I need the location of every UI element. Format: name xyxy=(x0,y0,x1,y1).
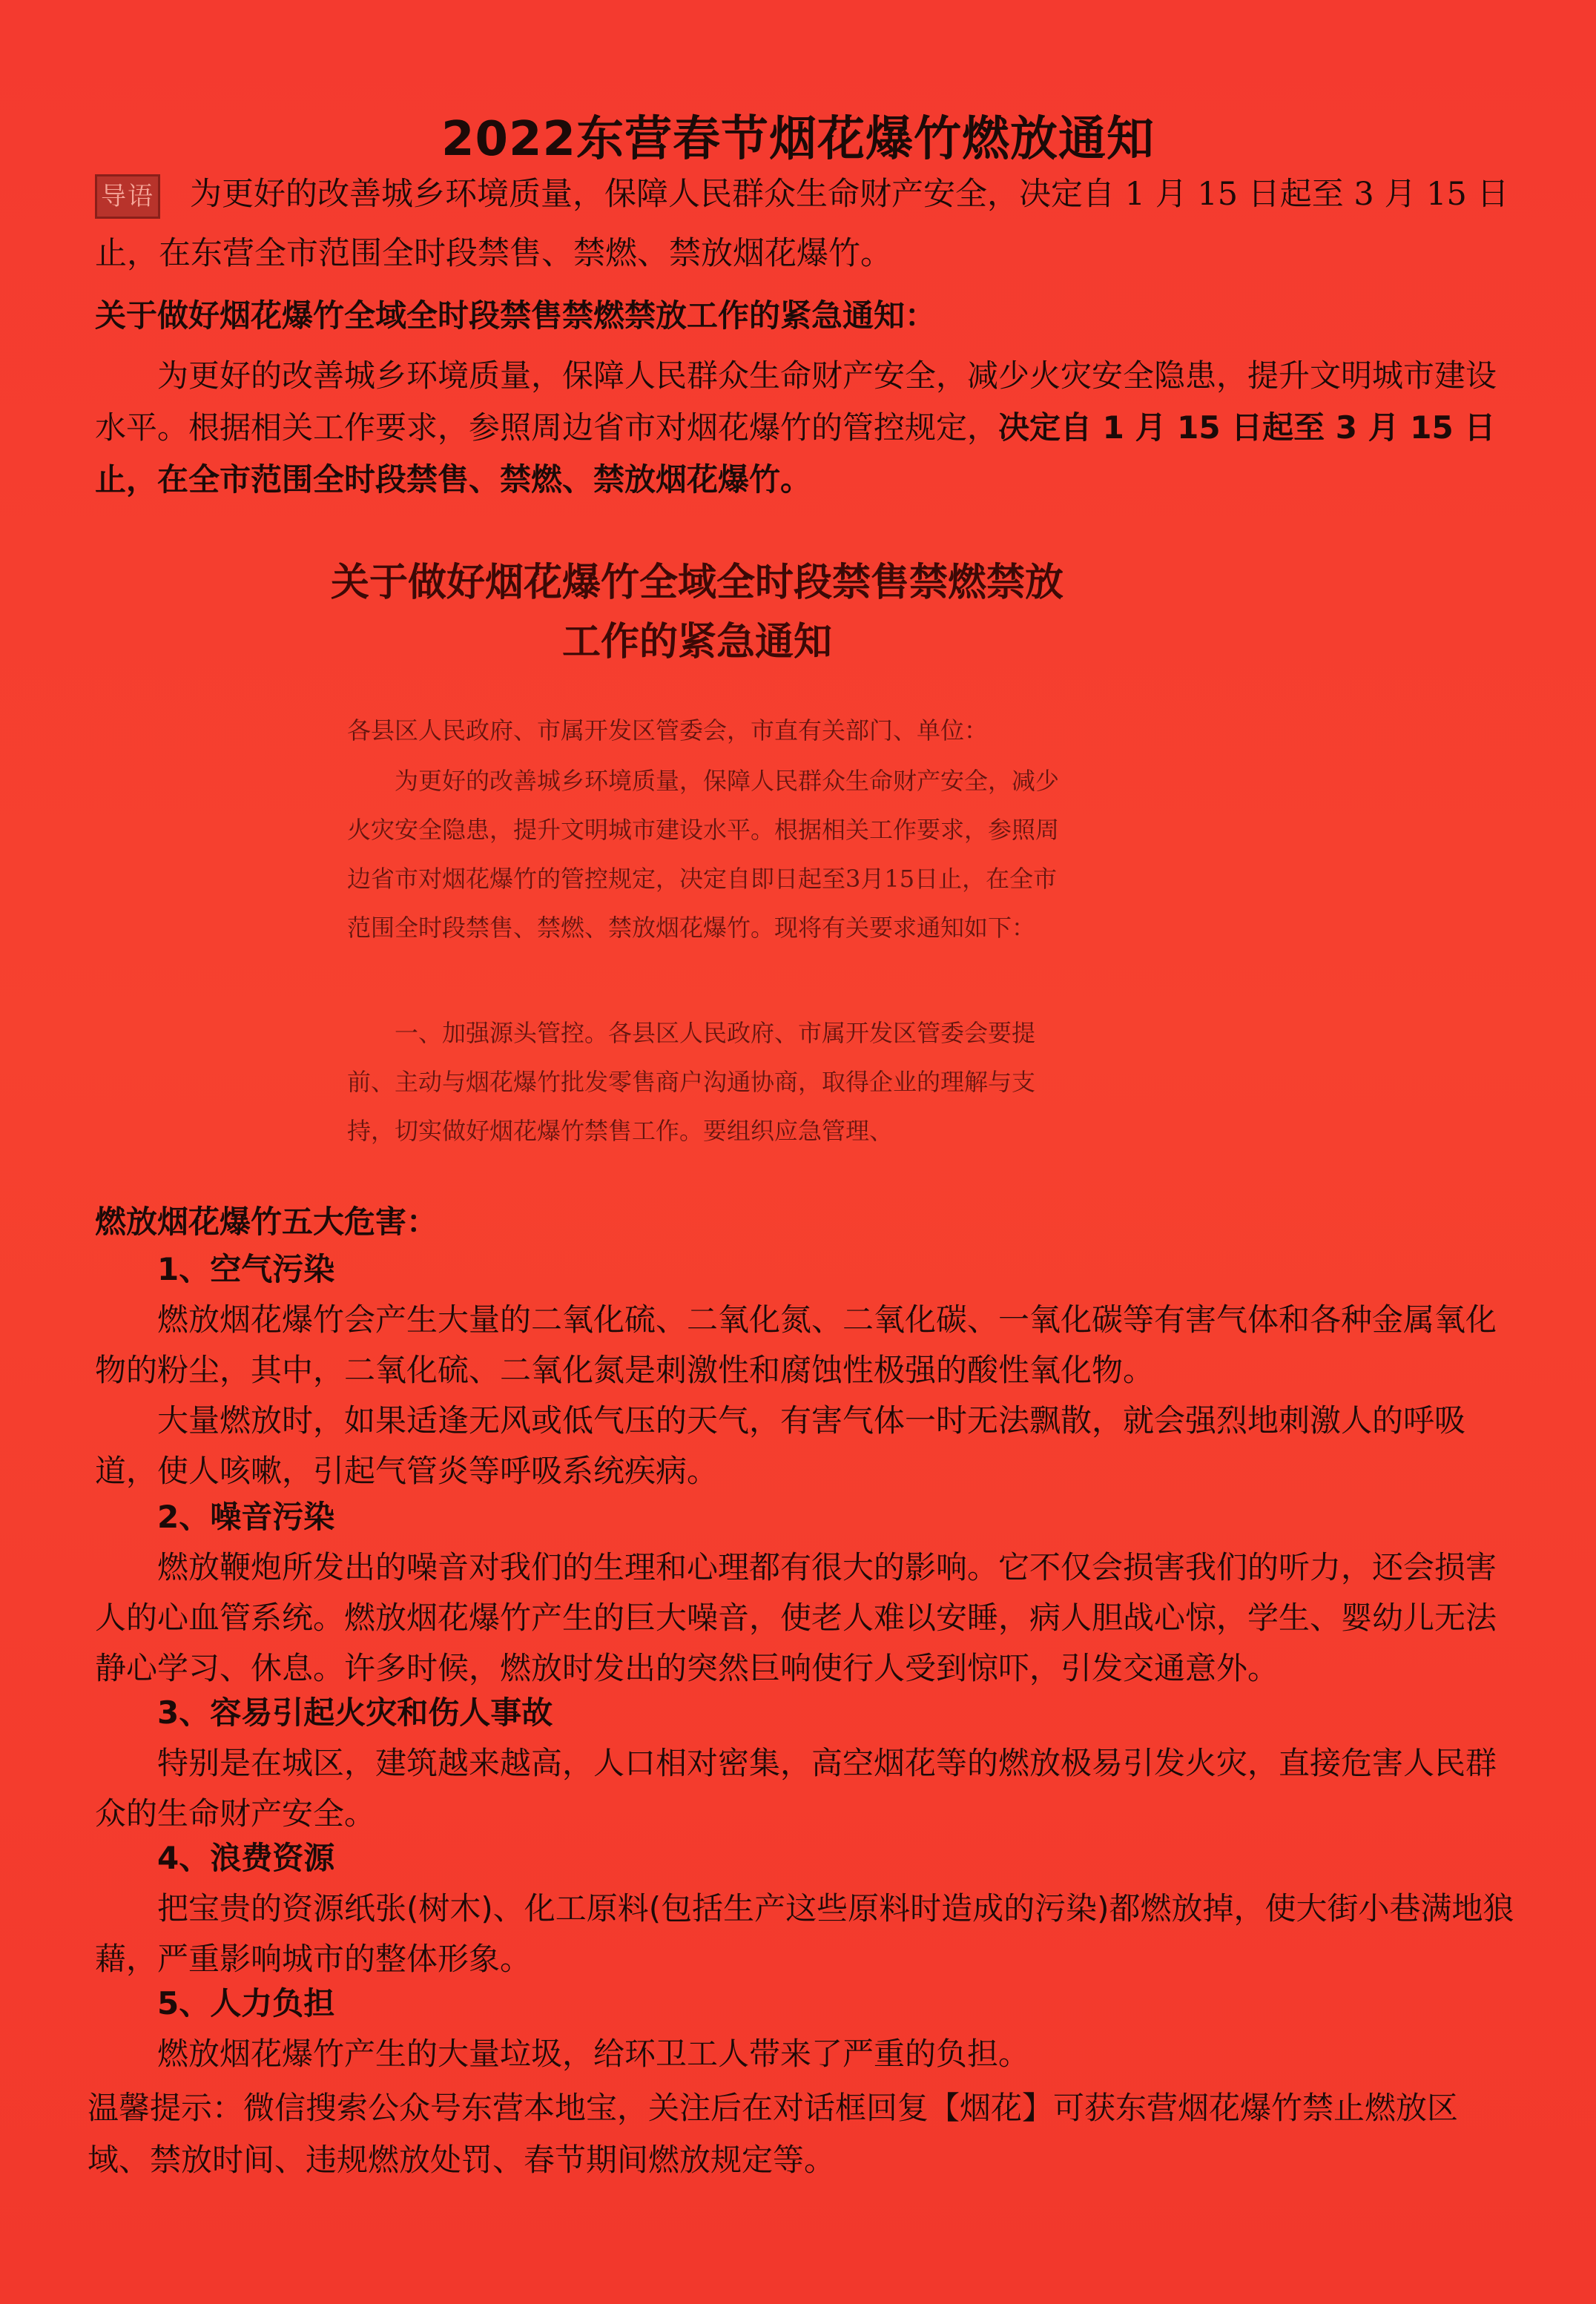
intro-text: 为更好的改善城乡环境质量，保障人民群众生命财产安全，决定自 1 月 15 日起至 3 月 15 日止，在东营全市范围全时段禁售、禁燃、禁放烟花爆竹。 xyxy=(95,176,1509,272)
scan-addressee: 各县区人民政府、市属开发区管委会，市直有关部门、单位： xyxy=(347,716,989,745)
hazard-1-paragraph-2: 大量燃放时，如果适逢无风或低气压的天气，有害气体一时无法飘散，就会强烈地刺激人的呼吸道，使人咳嗽，引起气管炎等呼吸系统疾病。 xyxy=(95,1402,1466,1489)
intro-badge: 导语 xyxy=(95,174,160,219)
intro-paragraph xyxy=(95,165,1519,283)
page-title: 2022东营春节烟花爆竹燃放通知 xyxy=(441,112,1155,167)
hazard-1-paragraph-1: 燃放烟花爆竹会产生大量的二氧化硫、二氧化氮、二氧化碳、一氧化碳等有害气体和各种金属氧化物的粉尘，其中，二氧化硫、二氧化氮是刺激性和腐蚀性极强的酸性氧化物。 xyxy=(95,1301,1497,1388)
hazard-4-paragraph: 把宝贵的资源纸张(树木)、化工原料(包括生产这些原料时造成的污染)都燃放掉，使大街小巷满地狼藉，严重影响城市的整体形象。 xyxy=(95,1890,1514,1977)
hazards-title: 燃放烟花爆竹五大危害： xyxy=(95,1204,438,1240)
notice-paragraph xyxy=(95,350,1519,506)
hazard-3-paragraph: 特别是在城区，建筑越来越高，人口相对密集，高空烟花等的燃放极易引发火灾，直接危害人民群众的生命财产安全。 xyxy=(95,1745,1497,1832)
hazard-3-heading: 3、容易引起火灾和伤人事故 xyxy=(157,1694,553,1731)
hazard-2-heading: 2、噪音污染 xyxy=(157,1499,335,1535)
scanned-notice-image xyxy=(311,534,1083,1172)
hazard-5-heading: 5、人力负担 xyxy=(157,1985,335,2021)
scan-paragraph-2: 一、加强源头管控。各县区人民政府、市属开发区管委会要提前、主动与烟花爆竹批发零售商户沟通协商，取得企业的理解与支持，切实做好烟花爆竹禁售工作。要组织应急管理、 xyxy=(347,1019,1036,1145)
scan-title-line2: 工作的紧急通知 xyxy=(561,619,832,664)
notice-text: 为更好的改善城乡环境质量，保障人民群众生命财产安全，减少火灾安全隐患，提升文明城市建设水平。根据相关工作要求，参照周边省市对烟花爆竹的管控规定， xyxy=(95,357,1497,446)
scan-paragraph-1: 为更好的改善城乡环境质量，保障人民群众生命财产安全，减少火灾安全隐患，提升文明城市建设水平。根据相关工作要求，参照周边省市对烟花爆竹的管控规定，决定自即日起至3月15日止，在全市范围全时段禁售、禁燃、禁放烟花爆竹。现将有关要求通知如下： xyxy=(347,767,1060,942)
hazard-4-heading: 4、浪费资源 xyxy=(157,1840,335,1876)
hazard-1-heading: 1、空气污染 xyxy=(157,1251,335,1287)
scan-title-line1: 关于做好烟花爆竹全域全时段禁售禁燃禁放 xyxy=(330,560,1064,605)
warm-tip: 温馨提示：微信搜索公众号东营本地宝，关注后在对话框回复【烟花】可获东营烟花爆竹禁止燃放区域、禁放时间、违规燃放处罚、春节期间燃放规定等。 xyxy=(88,2090,1459,2178)
notice-bold-text: 决定自 1 月 15 日起至 3 月 15 日止，在全市范围全时段禁售、禁燃、禁放烟花爆竹。 xyxy=(95,409,1496,498)
hazard-2-paragraph: 燃放鞭炮所发出的噪音对我们的生理和心理都有很大的影响。它不仅会损害我们的听力，还会损害人的心血管系统。燃放烟花爆竹产生的巨大噪音，使老人难以安睡，病人胆战心惊，学生、婴幼儿无法静心学习、休息。许多时候，燃放时发出的突然巨响使行人受到惊吓，引发交通意外。 xyxy=(95,1549,1497,1686)
hazard-5-paragraph: 燃放烟花爆竹产生的大量垃圾，给环卫工人带来了严重的负担。 xyxy=(157,2036,1030,2072)
notice-heading: 关于做好烟花爆竹全域全时段禁售禁燃禁放工作的紧急通知： xyxy=(95,297,937,334)
